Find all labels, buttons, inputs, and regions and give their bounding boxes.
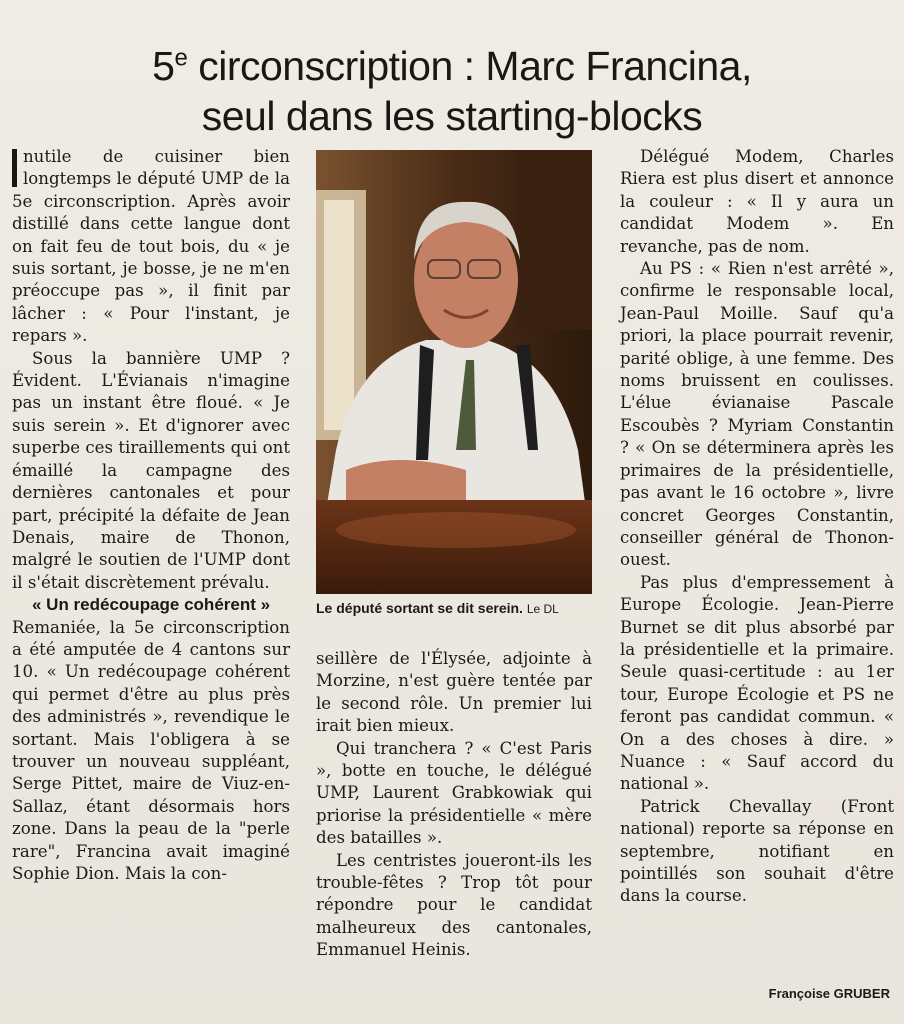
photo-credit: Le DL (526, 602, 559, 616)
photo-caption (316, 600, 596, 616)
drop-cap-bar (12, 149, 17, 187)
headline (0, 41, 904, 141)
article-column-1 (12, 146, 290, 885)
article-photo (316, 150, 592, 594)
paragraph: Remaniée, la 5e circonscription a été amputée de 4 cantons sur 10. « Un redécoupage cohérent qui permet d'être au plus près des administrés », revendique le sortant. Mais l'obligera à se trouver un nouveau suppléant, Serge Pittet, maire de Viuz-en-Sallaz, étant désormais hors zone. Dans la peau de la "perle rare", Francina avait imaginé Sophie Dion. Mais la con- (12, 617, 290, 883)
photo-illustration (316, 150, 592, 594)
paragraph: Délégué Modem, Charles Riera est plus disert et annonce la couleur : « Il y aura un candidat Modem ». En revanche, pas de nom. (620, 147, 894, 256)
paragraph: Pas plus d'empressement à Europe Écologie. Jean-Pierre Burnet se dit plus absorbé par la présidentielle et la primaire. Seule quasi-certitude : au 1er tour, Europe Écologie et PS ne feront pas candidat commun. « On a des choses à dire. » Nuance : « Sauf accord du national ». (620, 572, 894, 794)
headline-line1-text: circonscription : Marc Francina, (187, 43, 752, 90)
headline-number: 5 (152, 43, 175, 90)
headline-superscript: e (174, 44, 188, 72)
subheading: « Un redécoupage cohérent » (32, 595, 271, 615)
paragraph: Patrick Chevallay (Front national) reporte sa réponse en septembre, notifiant en pointillés son souhait d'être dans la course. (620, 796, 894, 906)
paragraph: Qui tranchera ? « C'est Paris », botte en touche, le délégué UMP, Laurent Grabkowiak qui priorise la présidentielle « mère des batailles ». (316, 738, 592, 848)
paragraph (12, 146, 290, 348)
paragraph-text: nutile de cuisiner bien longtemps le député UMP de la 5e circonscription. Après avoir distillé dans cette langue dont on fait feu de tout bois, du « je suis sortant, je bosse, je ne m'en préoccupe pas », il finit par lâcher : « Pour l'instant, je repars ». (12, 147, 290, 346)
paragraph: Les centristes joueront-ils les trouble-fêtes ? Trop tôt pour répondre pour le candidat malheureux des cantonales, Emmanuel Heinis. (316, 850, 592, 960)
author-byline: Françoise GRUBER (768, 986, 890, 1001)
paragraph: Sous la bannière UMP ? Évident. L'Évianais n'imagine pas un instant être floué. « Je suis serein ». Et d'ignorer avec superbe ces tiraillements qui ont émaillé la campagne des dernières cantonales et pour part, précipité la défaite de Jean Denais, maire de Thonon, malgré le soutien de l'UMP dont il s'était discrètement prévalu. (12, 348, 290, 592)
caption-text: Le député sortant se dit serein. (316, 600, 523, 616)
article-column-2 (316, 648, 592, 962)
paragraph: Au PS : « Rien n'est arrêté », confirme le responsable local, Jean-Paul Moille. Sauf qu'a priori, la place pourrait revenir, parité oblige, à une femme. Des noms bruissent en coulisses. L'élue évianaise Pascale Escoubès ? Myriam Constantin ? « On se déterminera après les primaires de la présidentielle, pas avant le 16 octobre », livre concret Georges Constantin, conseiller général de Thonon-ouest. (620, 259, 894, 570)
article-column-3 (620, 146, 894, 908)
headline-line1 (152, 43, 752, 89)
headline-line2: seul dans les starting-blocks (201, 93, 703, 140)
paragraph: seillère de l'Élysée, adjointe à Morzine, n'est guère tentée par le second rôle. Un premier lui irait bien mieux. (316, 649, 592, 736)
